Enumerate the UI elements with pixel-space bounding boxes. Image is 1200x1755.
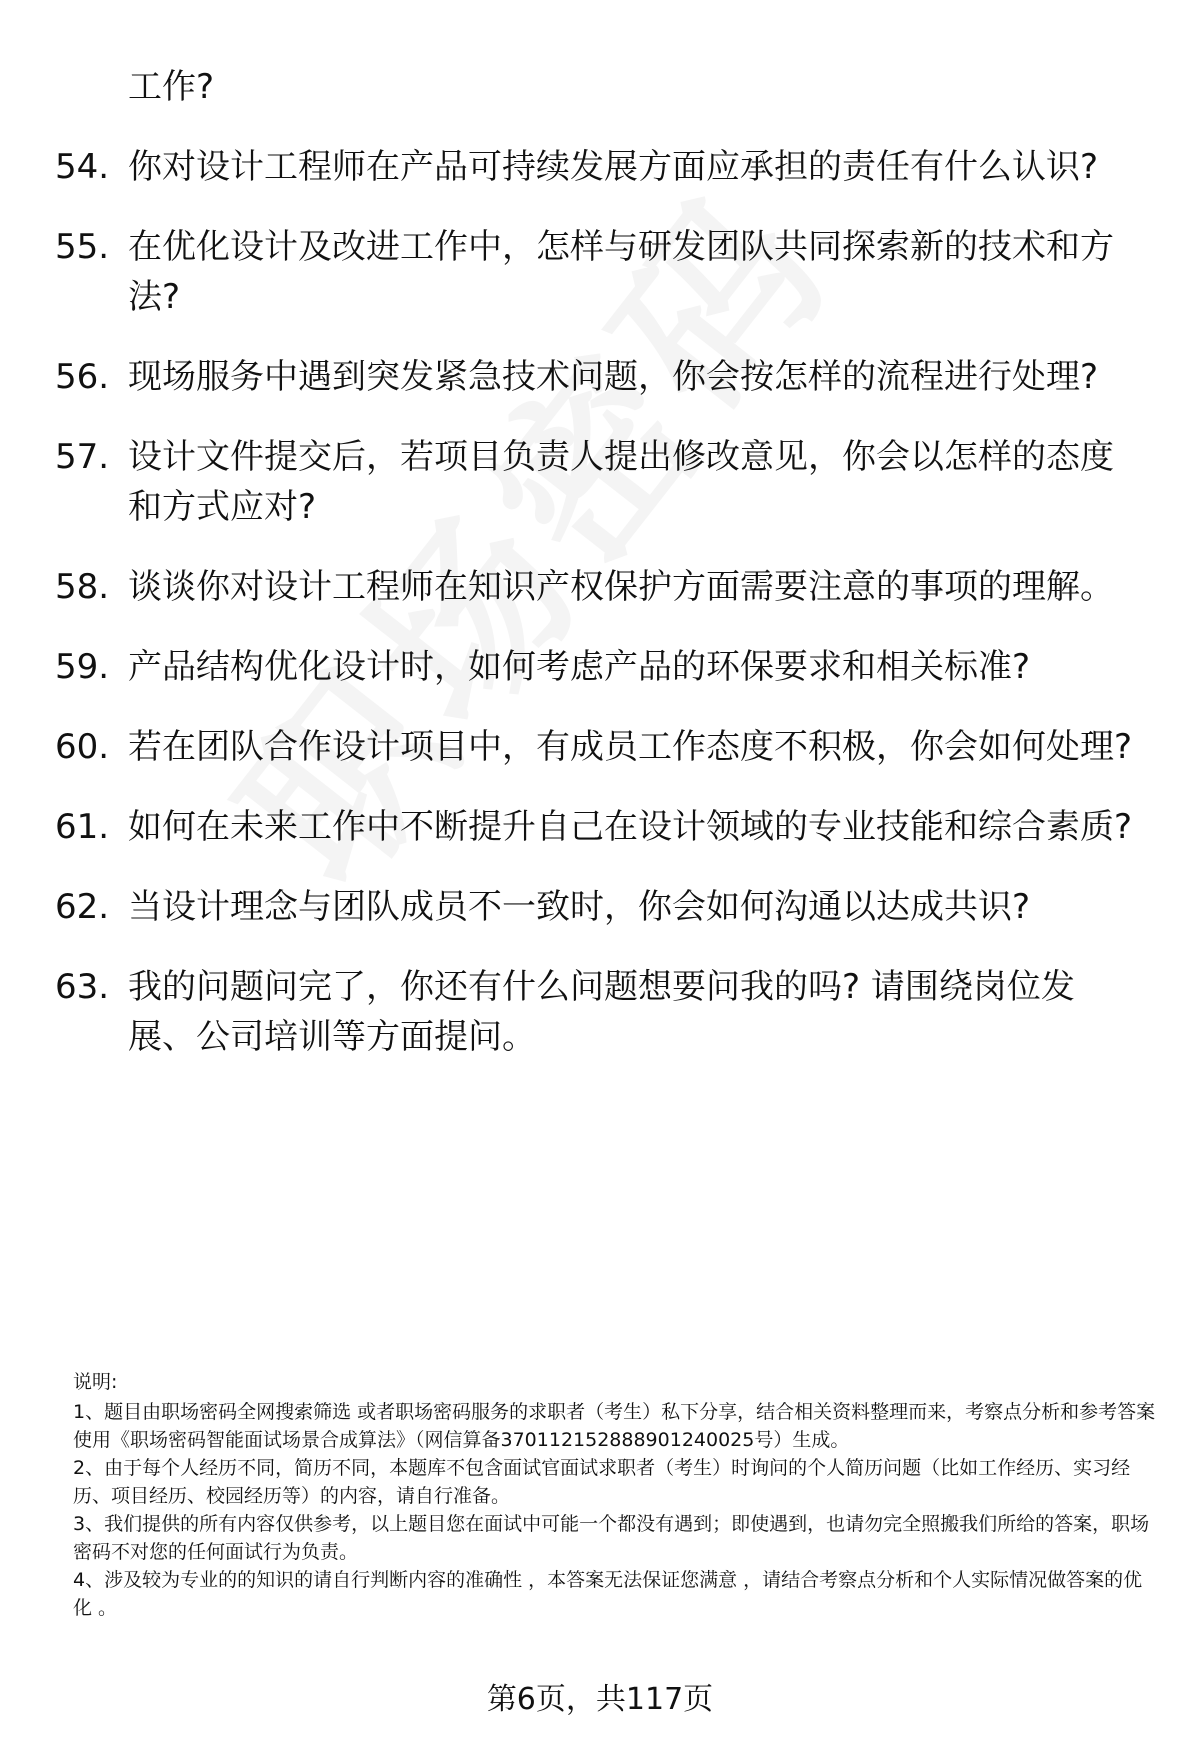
- question-text: 谈谈你对设计工程师在知识产权保护方面需要注意的事项的理解。: [128, 567, 1114, 607]
- question-item: [0, 642, 1200, 692]
- question-continuation: 工作?: [128, 67, 215, 107]
- question-item: [0, 882, 1200, 932]
- question-text: 如何在未来工作中不断提升自己在设计领域的专业技能和综合素质?: [128, 807, 1133, 847]
- question-text: 若在团队合作设计项目中，有成员工作态度不积极，你会如何处理?: [128, 727, 1133, 767]
- question-item: [0, 432, 1200, 532]
- note-item: 1、题目由职场密码全网搜索筛选 或者职场密码服务的求职者（考生）私下分享，结合相关资料整理而来，考察点分析和参考答案使用《职场密码智能面试场景合成算法》（网信算备370112152888901240025号）生成。: [73, 1401, 1156, 1451]
- question-text: 现场服务中遇到突发紧急技术问题，你会按怎样的流程进行处理?: [128, 357, 1099, 397]
- question-text: 当设计理念与团队成员不一致时，你会如何沟通以达成共识?: [128, 887, 1031, 927]
- note-item: 4、涉及较为专业的的知识的请自行判断内容的准确性 ，本答案无法保证您满意 ，请结合考察点分析和个人实际情况做答案的优化 。: [73, 1569, 1143, 1619]
- question-number: 58.: [55, 567, 110, 607]
- question-number: 57.: [55, 437, 110, 477]
- page-footer: 第6页，共117页: [486, 1682, 714, 1717]
- question-item: [0, 722, 1200, 772]
- question-item: [0, 142, 1200, 192]
- question-number: 54.: [55, 147, 110, 187]
- question-number: 63.: [55, 967, 110, 1007]
- question-text: 产品结构优化设计时，如何考虑产品的环保要求和相关标准?: [128, 647, 1031, 687]
- question-list: [0, 142, 1200, 1092]
- question-text: 我的问题问完了，你还有什么问题想要问我的吗? 请围绕岗位发展、公司培训等方面提问。: [128, 967, 1075, 1057]
- question-item: [0, 352, 1200, 402]
- question-number: 60.: [55, 727, 110, 767]
- question-item: [0, 962, 1200, 1062]
- question-text: 设计文件提交后，若项目负责人提出修改意见，你会以怎样的态度和方式应对?: [128, 437, 1114, 527]
- question-item: [0, 562, 1200, 612]
- note-item: 2、由于每个人经历不同，简历不同，本题库不包含面试官面试求职者（考生）时询问的个人简历问题（比如工作经历、实习经历、项目经历、校园经历等）的内容，请自行准备。: [73, 1457, 1131, 1507]
- question-text: 在优化设计及改进工作中，怎样与研发团队共同探索新的技术和方法?: [128, 227, 1114, 317]
- question-number: 56.: [55, 357, 110, 397]
- note-item: 3、我们提供的所有内容仅供参考，以上题目您在面试中可能一个都没有遇到；即使遇到，也请勿完全照搬我们所给的答案，职场密码不对您的任何面试行为负责。: [73, 1513, 1150, 1563]
- question-number: 59.: [55, 647, 110, 687]
- question-item: [0, 222, 1200, 322]
- question-number: 55.: [55, 227, 110, 267]
- question-item: [0, 802, 1200, 852]
- notes-section: [73, 1368, 1158, 1622]
- notes-heading: 说明:: [73, 1371, 118, 1393]
- question-text: 你对设计工程师在产品可持续发展方面应承担的责任有什么认识?: [128, 147, 1099, 187]
- question-number: 61.: [55, 807, 110, 847]
- question-number: 62.: [55, 887, 110, 927]
